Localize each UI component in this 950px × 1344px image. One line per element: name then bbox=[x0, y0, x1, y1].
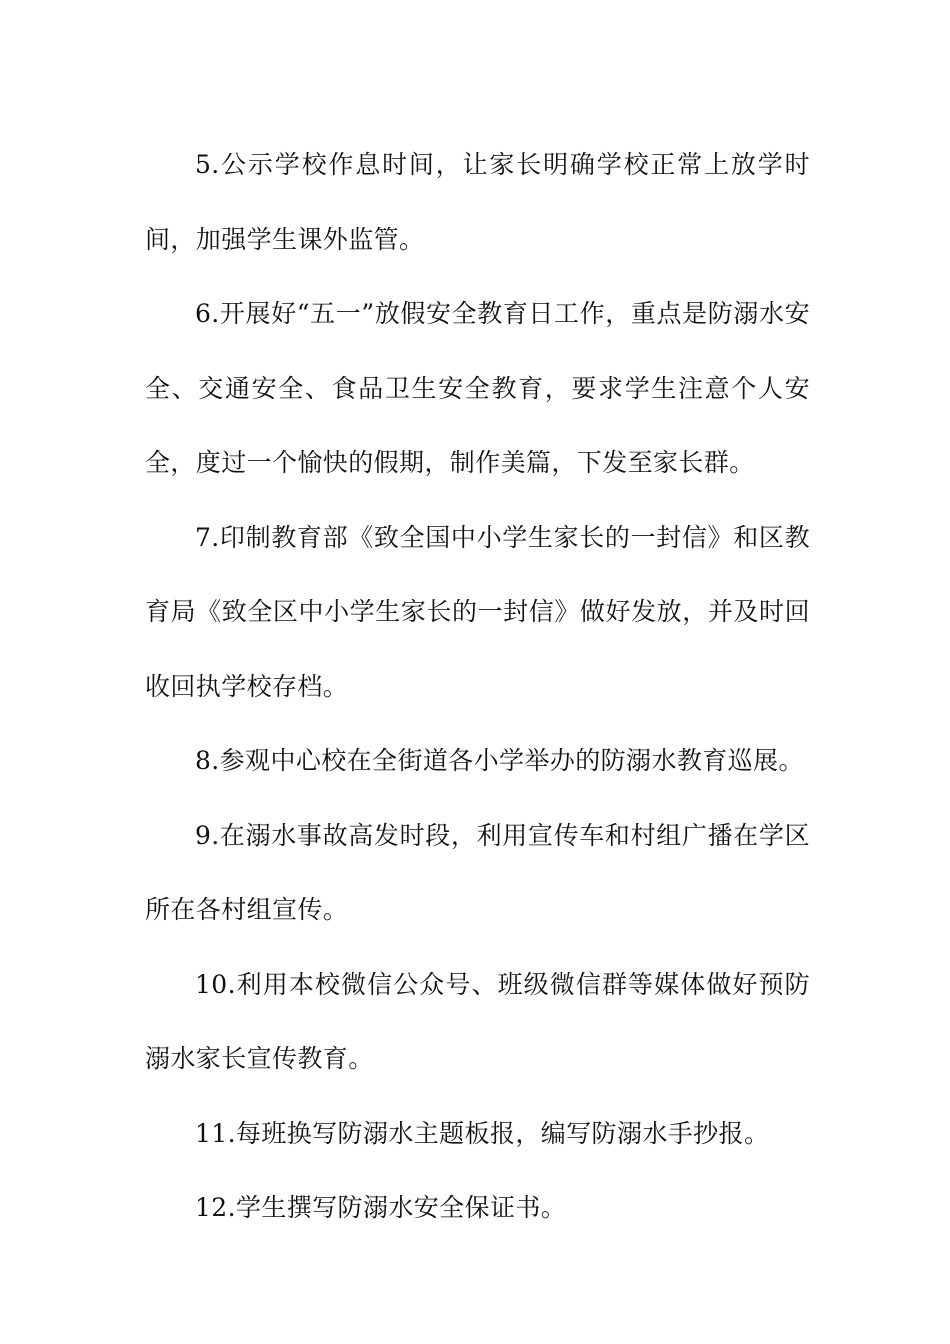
paragraph-item-9: 9.在溺水事故高发时段，利用宣传车和村组广播在学区所在各村组宣传。 bbox=[145, 820, 810, 924]
paragraph-item-11: 11.每班换写防溺水主题板报，编写防溺水手抄报。 bbox=[195, 1118, 770, 1148]
paragraph-item-5: 5.公示学校作息时间，让家长明确学校正常上放学时间，加强学生课外监管。 bbox=[145, 150, 810, 254]
paragraph-item-6: 6.开展好“五一”放假安全教育日工作，重点是防溺水安全、交通安全、食品卫生安全教育，要求学生注意个人安全，度过一个愉快的假期，制作美篇，下发至家长群。 bbox=[145, 299, 810, 477]
paragraph-item-10: 10.利用本校微信公众号、班级微信群等媒体做好预防溺水家长宣传教育。 bbox=[145, 969, 810, 1073]
paragraph-item-8: 8.参观中心校在全街道各小学举办的防溺水教育巡展。 bbox=[195, 746, 804, 775]
paragraph-item-12: 12.学生撰写防溺水安全保证书。 bbox=[195, 1193, 567, 1222]
document-body bbox=[145, 128, 810, 1246]
paragraph-item-7: 7.印制教育部《致全国中小学生家长的一封信》和区教育局《致全区中小学生家长的一封信》做好发放，并及时回收回执学校存档。 bbox=[145, 522, 810, 701]
